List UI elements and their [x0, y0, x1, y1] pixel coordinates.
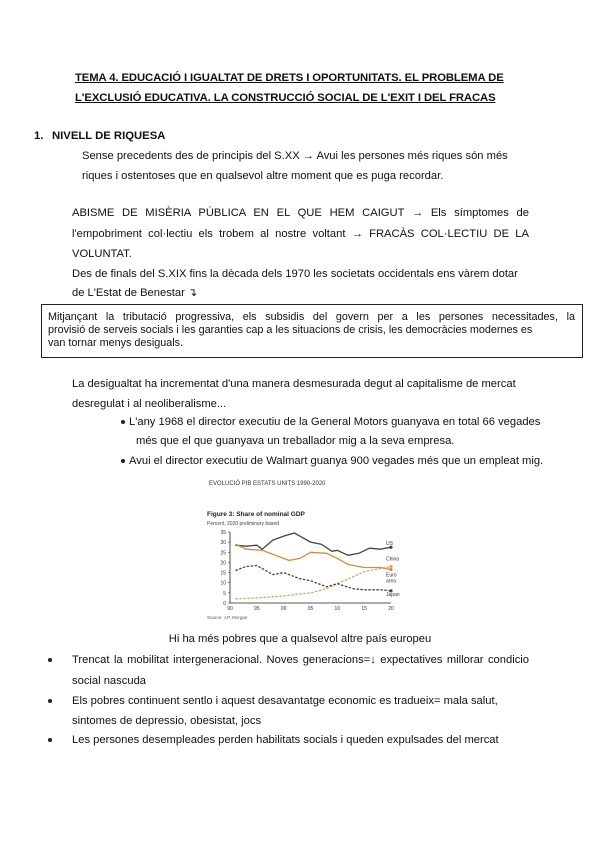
paragraph-line: ABISME DE MISÈRIA PÚBLICA EN EL QUE HEM CAIGUT → Els símptomes de [72, 207, 529, 219]
y-tick-label: 5 [223, 590, 226, 597]
y-tick-label: 15 [220, 570, 226, 577]
y-tick-label: 35 [220, 530, 226, 536]
paragraph-line: riques i ostentoses que en qualsevol altre moment que es puga recordar. [82, 170, 444, 182]
section-number: 1. [34, 130, 44, 142]
bullet-icon [48, 699, 52, 703]
x-tick-label: 20 [388, 606, 394, 612]
x-tick-label: 00 [280, 606, 287, 612]
y-tick-label: 0 [223, 601, 226, 607]
welfare-state-box [41, 304, 583, 358]
legend-label: Japan [386, 591, 400, 598]
chart-source: Source: J.P. Morgan [207, 615, 248, 620]
gdp-share-figure [205, 476, 405, 621]
y-tick-label: 10 [220, 580, 226, 587]
bullet-item: Els pobres continuent sentlo i aquest desavantatge economic es tradueix= mala salut, [72, 695, 498, 707]
series-end-marker [389, 565, 392, 568]
bullet-item: Trencat la mobilitat intergeneracional. Noves generacions=↓ expectatives millorar condicio [72, 654, 529, 666]
legend-label: China [386, 556, 400, 563]
paragraph-line: Sense precedents des de principis del S.XX → Avui les persones més riques són més [82, 150, 508, 162]
paragraph-line: Des de finals del S.XIX fins la dècada dels 1970 les societats occidentals ens vàrem dotar [72, 268, 518, 280]
bullet-icon [121, 420, 125, 424]
bullet-item: Avui el director executiu de Walmart guanya 900 vegades més que un empleat mig. [129, 455, 544, 467]
bullet-item: social nascuda [72, 675, 147, 687]
series-line-china [235, 567, 391, 599]
x-tick-label: 95 [254, 606, 260, 612]
paragraph-line: La desigualtat ha incrementat d'una manera desmesurada degut al capitalisme de mercat [72, 378, 516, 390]
x-tick-label: 10 [334, 606, 341, 612]
figure-caption: Hi ha més pobres que a qualsevol altre país europeu [168, 633, 432, 645]
bullet-item: Les persones desempleades perden habilitats socials i queden expulsades del mercat [72, 734, 499, 746]
bullet-icon [48, 658, 52, 662]
box-line: Mitjançant la tributació progressiva, els subsidis del govern per a les persones necessitades, la [48, 311, 575, 323]
bullet-item: més que el que guanyava un treballador mig a la seva empresa. [136, 435, 455, 447]
x-tick-label: 90 [227, 606, 233, 612]
legend-label: area [386, 578, 397, 585]
box-line: van tornar menys desiguals. [48, 337, 184, 349]
gdp-share-chart [205, 476, 405, 621]
bullet-icon [48, 738, 52, 742]
chart-heading: EVOLUCIÓ PIB ESTATS UNITS 1990-2020 [209, 481, 326, 487]
document-title-line-2: L'EXCLUSIÓ EDUCATIVA. LA CONSTRUCCIÓ SOCIAL DE L'EXIT I DEL FRACAS [75, 92, 496, 104]
y-tick-label: 20 [220, 560, 226, 567]
series-line-japan [235, 566, 391, 591]
paragraph-line: l'empobriment col·lectiu els trobem al nostre voltant → FRACÀS COL·LECTIU DE LA [72, 228, 529, 240]
series-line-euro-area [235, 544, 391, 569]
y-tick-label: 25 [220, 550, 226, 557]
paragraph-line: desregulat i al neoliberalisme... [72, 398, 227, 410]
chart-title: Figure 3: Share of nominal GDP [207, 511, 305, 518]
x-tick-label: 05 [307, 606, 314, 612]
section-heading: NIVELL DE RIQUESA [52, 130, 166, 142]
document-title-line-1: TEMA 4. EDUCACIÓ I IGUALTAT DE DRETS I OPORTUNITATS. EL PROBLEMA DE [75, 72, 504, 84]
series-end-marker [389, 568, 392, 571]
bullet-item: sintomes de depressio, obesistat, jocs [72, 715, 262, 727]
paragraph-line: VOLUNTAT. [72, 248, 132, 260]
chart-subtitle: Percent, 2020 preliminary based [207, 521, 279, 527]
box-line: provisió de serveis socials i les garanties cap a les situacions de crisis, les democràcies modernes es [48, 324, 533, 336]
bullet-item: L'any 1968 el director executiu de la General Motors guanyava en total 66 vegades [129, 416, 541, 428]
y-tick-label: 30 [220, 540, 226, 547]
bullet-icon [121, 459, 125, 463]
paragraph-line: de L'Estat de Benestar ↴ [72, 287, 198, 299]
legend-label: Euro [386, 572, 397, 579]
legend-label: US [386, 541, 393, 548]
x-tick-label: 15 [361, 606, 367, 612]
